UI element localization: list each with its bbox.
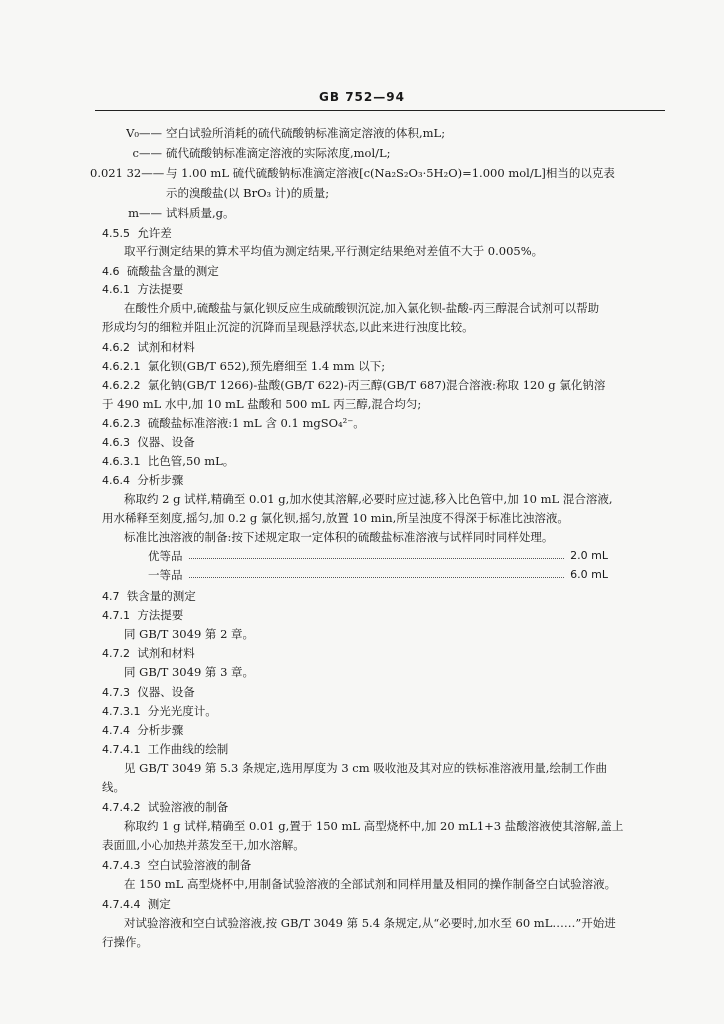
section-heading: 4.7.4 分析步骤 [102, 723, 184, 737]
paragraph: 在 150 mL 高型烧杯中,用制备试验溶液的全部试剂和同样用量及相同的操作制备空白试验溶液。 [124, 877, 617, 891]
section-heading: 4.6 硫酸盐含量的测定 [102, 264, 219, 278]
section-heading: 4.7.1 方法提要 [102, 608, 184, 622]
paragraph: 在酸性介质中,硫酸盐与氯化钡反应生成硫酸钡沉淀,加入氯化钡-盐酸-丙三醇混合试剂可以帮助 [124, 301, 600, 315]
paragraph: 线。 [102, 780, 125, 794]
paragraph: 同 GB/T 3049 第 3 章。 [124, 665, 255, 679]
section-heading: 4.7.3 仪器、设备 [102, 685, 195, 699]
var-symbol: V₀—— [126, 126, 162, 140]
paragraph: 称取约 1 g 试样,精确至 0.01 g,置于 150 mL 高型烧杯中,加 20 mL1+3 盐酸溶液使其溶解,盖上 [124, 819, 624, 833]
grade-name: 优等品 [148, 549, 183, 563]
section-heading: 4.7.4.4 测定 [102, 897, 171, 911]
paragraph: 称取约 2 g 试样,精确至 0.01 g,加水使其溶解,必要时应过滤,移入比色管中,加 10 mL 混合溶液, [124, 492, 613, 506]
section-heading: 4.5.5 允许差 [102, 226, 172, 240]
section-heading: 4.6.3.1 比色管,50 mL。 [102, 454, 235, 468]
grade-value: 2.0 mL [570, 549, 608, 562]
var-text: 与 1.00 mL 硫代硫酸钠标准滴定溶液[c(Na₂S₂O₃·5H₂O)=1.000 mol/L]相当的以克表 [166, 166, 615, 180]
var-text: 示的溴酸盐(以 BrO₃ 计)的质量; [166, 186, 330, 200]
section-heading: 4.6.3 仪器、设备 [102, 435, 195, 449]
var-text: 试料质量,g。 [166, 206, 235, 220]
section-heading: 4.6.4 分析步骤 [102, 473, 184, 487]
section-heading: 4.7.4.1 工作曲线的绘制 [102, 742, 229, 756]
var-text: 硫代硫酸钠标准滴定溶液的实际浓度,mol/L; [166, 146, 391, 160]
section-heading: 4.6.2.3 硫酸盐标准溶液:1 mL 含 0.1 mgSO₄²⁻。 [102, 416, 365, 430]
leader-dots [189, 548, 565, 559]
paragraph: 对试验溶液和空白试验溶液,按 GB/T 3049 第 5.4 条规定,从“必要时,加水至 60 mL……”开始进 [124, 916, 616, 930]
grade-row [148, 548, 608, 564]
section-heading: 4.6.2.1 氯化钡(GB/T 652),预先磨细至 1.4 mm 以下; [102, 359, 386, 373]
section-heading: 4.6.2.2 氯化钠(GB/T 1266)-盐酸(GB/T 622)-丙三醇(GB/T 687)混合溶液:称取 120 g 氯化钠溶 [102, 378, 606, 392]
section-heading: 4.6.2 试剂和材料 [102, 340, 195, 354]
paragraph: 形成均匀的细粒并阻止沉淀的沉降而呈现悬浮状态,以此来进行浊度比较。 [102, 320, 474, 334]
section-heading: 4.7.4.2 试验溶液的制备 [102, 800, 229, 814]
var-symbol: c—— [132, 146, 162, 160]
paragraph: 行操作。 [102, 935, 148, 949]
paragraph: 标准比浊溶液的制备:按下述规定取一定体积的硫酸盐标准溶液与试样同时同样处理。 [124, 530, 554, 544]
grade-value: 6.0 mL [570, 568, 608, 581]
leader-dots [189, 567, 565, 578]
paragraph: 于 490 mL 水中,加 10 mL 盐酸和 500 mL 丙三醇,混合均匀; [102, 397, 422, 411]
section-heading: 4.7 铁含量的测定 [102, 589, 196, 603]
section-heading: 4.7.2 试剂和材料 [102, 646, 195, 660]
section-heading: 4.7.4.3 空白试验溶液的制备 [102, 858, 252, 872]
paragraph: 取平行测定结果的算术平均值为测定结果,平行测定结果绝对差值不大于 0.005%。 [124, 244, 544, 258]
var-symbol: 0.021 32—— [90, 166, 165, 180]
page-header: GB 752—94 [319, 90, 405, 104]
var-symbol: m—— [128, 206, 162, 220]
paragraph: 见 GB/T 3049 第 5.3 条规定,选用厚度为 3 cm 吸收池及其对应的铁标准溶液用量,绘制工作曲 [124, 761, 607, 775]
section-heading: 4.6.1 方法提要 [102, 282, 184, 296]
paragraph: 用水稀释至刻度,摇匀,加 0.2 g 氯化钡,摇匀,放置 10 min,所呈浊度不得深于标准比浊溶液。 [102, 511, 569, 525]
grade-row [148, 567, 608, 583]
paragraph: 表面皿,小心加热并蒸发至干,加水溶解。 [102, 838, 305, 852]
paragraph: 同 GB/T 3049 第 2 章。 [124, 627, 255, 641]
var-text: 空白试验所消耗的硫代硫酸钠标准滴定溶液的体积,mL; [166, 126, 446, 140]
section-heading: 4.7.3.1 分光光度计。 [102, 704, 217, 718]
grade-name: 一等品 [148, 568, 183, 582]
header-rule [95, 110, 665, 111]
